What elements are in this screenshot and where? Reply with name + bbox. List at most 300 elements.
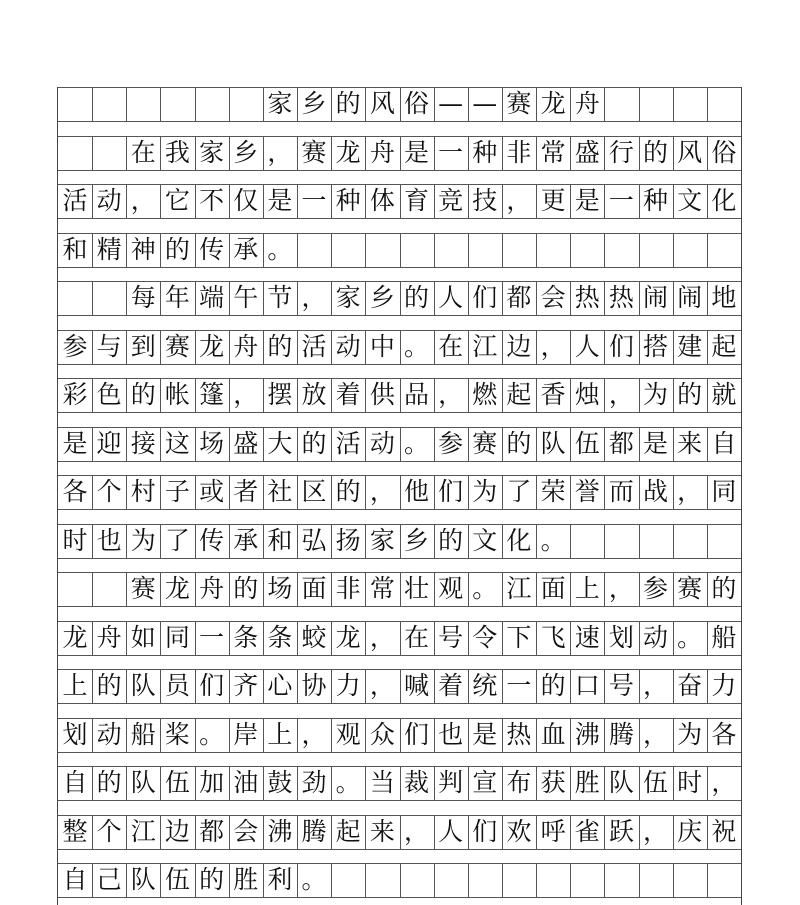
essay-char: 风 [677, 137, 703, 167]
essay-char: 令 [472, 622, 498, 652]
essay-char: 蛟 [301, 622, 327, 652]
essay-char: 船 [130, 719, 156, 749]
essay-char: 香 [540, 380, 566, 409]
essay-char: 的 [301, 428, 327, 458]
essay-char: 社 [267, 477, 293, 506]
essay-char: 的 [199, 865, 225, 894]
title-char: 俗 [403, 89, 429, 118]
grid-column-line [639, 87, 640, 121]
essay-char: 们 [438, 477, 464, 506]
essay-char: 桨 [164, 719, 190, 749]
title-char: 风 [369, 89, 395, 118]
essay-char: 放 [301, 380, 327, 409]
essay-char: ， [506, 186, 532, 215]
essay-char: 同 [164, 622, 190, 652]
essay-char: 龙 [62, 622, 88, 652]
essay-char: 的 [711, 574, 737, 603]
essay-char: 或 [199, 477, 225, 506]
essay-char: 胜 [574, 768, 600, 797]
essay-char: 接 [130, 428, 156, 458]
essay-char: 舟 [233, 331, 259, 361]
essay-char: 加 [199, 768, 225, 797]
grid-row-line [58, 655, 741, 656]
grid-column-line [92, 281, 93, 315]
essay-char: 我 [164, 137, 190, 167]
essay-char: 龙 [199, 331, 225, 361]
essay-char: 家 [369, 525, 395, 555]
essay-char: 大 [267, 428, 293, 458]
grid-column-line [673, 524, 674, 558]
essay-char: 种 [335, 186, 361, 215]
essay-char: 乡 [233, 137, 259, 167]
essay-char: 来 [677, 428, 703, 458]
grid-row-line [58, 461, 741, 462]
essay-char: 各 [711, 719, 737, 749]
essay-char: 人 [574, 331, 600, 361]
essay-char: 文 [472, 525, 498, 555]
essay-char: 各 [62, 477, 88, 506]
grid-column-line [673, 233, 674, 267]
grid-column-line [604, 233, 605, 267]
essay-char: 热 [506, 719, 532, 749]
essay-char: 在 [403, 622, 429, 652]
essay-char: 观 [438, 574, 464, 603]
essay-char: 队 [608, 768, 634, 797]
essay-char: 体 [369, 186, 395, 215]
essay-char: 乡 [403, 525, 429, 555]
essay-char: 。 [267, 234, 293, 264]
essay-char: 参 [62, 331, 88, 361]
essay-char: 们 [403, 719, 429, 749]
essay-char: 帐 [164, 380, 190, 409]
essay-char: 赛 [164, 331, 190, 361]
grid-row-line [58, 412, 741, 413]
essay-char: 划 [608, 622, 634, 652]
essay-char: 号 [438, 622, 464, 652]
essay-char: 边 [506, 331, 532, 361]
essay-char: 的 [233, 574, 259, 603]
essay-char: 这 [164, 428, 190, 458]
essay-char: 们 [199, 671, 225, 700]
essay-char: 的 [506, 428, 532, 458]
essay-char: 参 [438, 428, 464, 458]
essay-char: 号 [608, 671, 634, 700]
essay-char: 众 [369, 719, 395, 749]
essay-char: 呼 [540, 816, 566, 846]
essay-char: 龙 [335, 137, 361, 167]
essay-char: 。 [335, 768, 361, 797]
essay-char: 精 [96, 234, 122, 264]
essay-char: 的 [540, 671, 566, 700]
essay-char: 是 [403, 137, 429, 167]
essay-char: 人 [438, 816, 464, 846]
grid-column-line [707, 524, 708, 558]
essay-char: 的 [96, 768, 122, 797]
essay-char: 是 [62, 428, 88, 458]
essay-char: 和 [62, 234, 88, 264]
essay-char: 布 [506, 768, 532, 797]
essay-char: 荣 [540, 477, 566, 506]
essay-char: 飞 [540, 622, 566, 652]
essay-char: 战 [643, 477, 669, 506]
essay-char: 也 [96, 525, 122, 555]
essay-char: 的 [130, 380, 156, 409]
essay-char: 一 [301, 186, 327, 215]
grid-row-line [58, 703, 741, 704]
essay-char: 壮 [403, 574, 429, 603]
essay-char: 了 [164, 525, 190, 555]
essay-char: 乡 [369, 283, 395, 312]
essay-char: 如 [130, 622, 156, 652]
essay-char: 是 [267, 186, 293, 215]
grid-column-line [707, 87, 708, 121]
grid-column-line [229, 87, 230, 121]
essay-char: 都 [199, 816, 225, 846]
grid-row-line [58, 558, 741, 559]
grid-row-line [58, 897, 741, 898]
essay-char: 们 [472, 283, 498, 312]
essay-char: 喊 [403, 671, 429, 700]
title-char: 龙 [540, 89, 566, 118]
essay-char: ， [403, 816, 429, 846]
essay-char: 不 [199, 186, 225, 215]
essay-char: 化 [711, 186, 737, 215]
essay-char: 色 [96, 380, 122, 409]
grid-column-line [331, 233, 332, 267]
essay-char: 而 [608, 477, 634, 506]
grid-row-line [58, 170, 741, 171]
essay-char: 龙 [335, 622, 361, 652]
essay-char: 利 [267, 865, 293, 894]
essay-char: ， [643, 671, 669, 700]
essay-char: 赛 [130, 574, 156, 603]
essay-char: 来 [369, 816, 395, 846]
grid-column-line [570, 863, 571, 897]
essay-char: 一 [438, 137, 464, 167]
grid-column-line [639, 863, 640, 897]
essay-char: 与 [96, 331, 122, 361]
essay-char: 舟 [369, 137, 395, 167]
essay-char: 在 [438, 331, 464, 361]
essay-char: 宣 [472, 768, 498, 797]
essay-char: 判 [438, 768, 464, 797]
title-char: — [472, 89, 498, 118]
essay-char: 俗 [711, 137, 737, 167]
essay-char: 中 [369, 331, 395, 361]
grid-column-line [160, 87, 161, 121]
essay-char: 统 [472, 671, 498, 700]
essay-char: 胜 [233, 865, 259, 894]
essay-char: 的 [267, 331, 293, 361]
essay-char: 承 [233, 525, 259, 555]
essay-char: 沸 [267, 816, 293, 846]
essay-char: 江 [130, 816, 156, 846]
essay-char: 奋 [677, 671, 703, 700]
essay-char: 力 [335, 671, 361, 700]
essay-char: ， [438, 380, 464, 409]
grid-column-line [365, 233, 366, 267]
essay-char: 自 [62, 865, 88, 894]
essay-char: 承 [233, 234, 259, 264]
essay-char: 上 [267, 719, 293, 749]
essay-char: 庆 [677, 816, 703, 846]
essay-char: 动 [96, 719, 122, 749]
essay-char: 腾 [301, 816, 327, 846]
grid-row-line [58, 509, 741, 510]
essay-char: ， [233, 380, 259, 409]
title-char: — [438, 89, 464, 118]
essay-char: 协 [301, 671, 327, 700]
essay-char: 一 [506, 671, 532, 700]
essay-char: 的 [403, 283, 429, 312]
essay-char: 个 [96, 477, 122, 506]
essay-char: 。 [403, 428, 429, 458]
essay-char: 子 [164, 477, 190, 506]
essay-char: 搭 [643, 331, 669, 361]
essay-char: 面 [540, 574, 566, 603]
essay-char: 一 [608, 186, 634, 215]
essay-char: 闹 [677, 283, 703, 312]
essay-char: ， [369, 622, 395, 652]
essay-char: ， [643, 719, 669, 749]
title-char: 乡 [301, 89, 327, 118]
grid-row-line [58, 800, 741, 801]
essay-char: 时 [62, 525, 88, 555]
essay-char: 人 [438, 283, 464, 312]
essay-char: 舟 [96, 622, 122, 652]
essay-char: 血 [540, 719, 566, 749]
essay-char: 赛 [301, 137, 327, 167]
essay-char: 都 [506, 283, 532, 312]
essay-char: 的 [677, 380, 703, 409]
essay-char: 弘 [301, 525, 327, 555]
essay-char: 了 [506, 477, 532, 506]
essay-char: 面 [301, 574, 327, 603]
essay-char: 个 [96, 816, 122, 846]
essay-char: 热 [574, 283, 600, 312]
grid-column-line [707, 233, 708, 267]
grid-column-line [434, 233, 435, 267]
title-char: 舟 [574, 89, 600, 118]
essay-char: ， [608, 380, 634, 409]
essay-char: 扬 [335, 525, 361, 555]
essay-char: 龙 [164, 574, 190, 603]
essay-char: 供 [369, 380, 395, 409]
essay-char: 种 [472, 137, 498, 167]
essay-char: 端 [199, 283, 225, 312]
title-char: 家 [267, 89, 293, 118]
essay-char: 赛 [677, 574, 703, 603]
grid-row-line [58, 315, 741, 316]
grid-column-line [570, 233, 571, 267]
essay-char: 神 [130, 234, 156, 264]
essay-char: 心 [267, 671, 293, 700]
grid-row-line [58, 752, 741, 753]
essay-char: 地 [711, 283, 737, 312]
essay-char: 闹 [643, 283, 669, 312]
essay-char: 裁 [403, 768, 429, 797]
essay-char: ， [369, 477, 395, 506]
essay-char: 。 [540, 525, 566, 555]
grid-column-line [297, 233, 298, 267]
essay-char: 。 [403, 331, 429, 361]
essay-char: 在 [130, 137, 156, 167]
essay-char: 它 [164, 186, 190, 215]
essay-char: 品 [403, 380, 429, 409]
essay-char: 力 [711, 671, 737, 700]
essay-char: 的 [335, 477, 361, 506]
essay-char: 整 [62, 816, 88, 846]
grid-column-line [604, 863, 605, 897]
essay-char: 传 [199, 234, 225, 264]
grid-column-line [604, 87, 605, 121]
grid-column-line [639, 233, 640, 267]
grid-column-line [639, 524, 640, 558]
grid-column-line [92, 572, 93, 606]
essay-char: 竞 [438, 186, 464, 215]
essay-char: 活 [335, 428, 361, 458]
essay-char: 队 [130, 865, 156, 894]
essay-char: 也 [438, 719, 464, 749]
essay-char: 。 [301, 865, 327, 894]
essay-char: 就 [711, 380, 737, 409]
grid-column-line [570, 524, 571, 558]
essay-char: 获 [540, 768, 566, 797]
essay-char: 江 [506, 574, 532, 603]
grid-column-line [468, 233, 469, 267]
grid-column-line [434, 863, 435, 897]
essay-char: 为 [472, 477, 498, 506]
essay-char: 誉 [574, 477, 600, 506]
essay-char: 起 [711, 331, 737, 361]
grid-column-line [331, 863, 332, 897]
essay-char: 他 [403, 477, 429, 506]
essay-char: 彩 [62, 380, 88, 409]
essay-char: ， [301, 283, 327, 312]
essay-char: 口 [574, 671, 600, 700]
essay-char: 常 [369, 574, 395, 603]
essay-char: 上 [62, 671, 88, 700]
essay-char: 文 [677, 186, 703, 215]
grid-row-line [58, 121, 741, 122]
grid-column-line [502, 863, 503, 897]
essay-char: 速 [574, 622, 600, 652]
essay-char: 己 [96, 865, 122, 894]
essay-char: 一 [199, 622, 225, 652]
essay-char: 动 [96, 186, 122, 215]
grid-column-line [468, 863, 469, 897]
essay-char: ， [643, 816, 669, 846]
grid-row-line [58, 364, 741, 365]
essay-char: 沸 [574, 719, 600, 749]
essay-char: 同 [711, 477, 737, 506]
essay-char: 欢 [506, 816, 532, 846]
essay-char: 技 [472, 186, 498, 215]
grid-column-line [502, 233, 503, 267]
essay-char: 是 [643, 428, 669, 458]
essay-char: 时 [677, 768, 703, 797]
essay-char: 祝 [711, 816, 737, 846]
essay-char: 村 [130, 477, 156, 506]
essay-char: ， [540, 331, 566, 361]
essay-char: 节 [267, 283, 293, 312]
essay-char: 劲 [301, 768, 327, 797]
essay-char: 边 [164, 816, 190, 846]
essay-char: 自 [711, 428, 737, 458]
essay-char: 育 [403, 186, 429, 215]
essay-char: 员 [164, 671, 190, 700]
essay-char: 队 [130, 671, 156, 700]
essay-char: 条 [233, 622, 259, 652]
essay-char: 盛 [233, 428, 259, 458]
essay-char: 午 [233, 283, 259, 312]
essay-char: 的 [438, 525, 464, 555]
essay-char: 们 [608, 331, 634, 361]
essay-char: 建 [677, 331, 703, 361]
essay-char: 为 [643, 380, 669, 409]
essay-char: 鼓 [267, 768, 293, 797]
essay-char: 观 [335, 719, 361, 749]
grid-column-line [92, 87, 93, 121]
essay-char: 仅 [233, 186, 259, 215]
grid-column-line [707, 863, 708, 897]
essay-char: 和 [267, 525, 293, 555]
essay-char: 行 [608, 137, 634, 167]
essay-char: 下 [506, 622, 532, 652]
title-char: 的 [335, 89, 361, 118]
essay-char: 为 [677, 719, 703, 749]
essay-char: 条 [267, 622, 293, 652]
essay-char: 油 [233, 768, 259, 797]
essay-char: 区 [301, 477, 327, 506]
essay-char: 着 [438, 671, 464, 700]
grid-row-line [58, 606, 741, 607]
essay-char: 伍 [574, 428, 600, 458]
essay-char: 活 [301, 331, 327, 361]
essay-char: ， [301, 719, 327, 749]
essay-char: 是 [574, 186, 600, 215]
essay-char: 动 [643, 622, 669, 652]
essay-char: 岸 [233, 719, 259, 749]
essay-char: ， [267, 137, 293, 167]
essay-char: 迎 [96, 428, 122, 458]
essay-char: 是 [472, 719, 498, 749]
essay-char: 船 [711, 622, 737, 652]
essay-char: 每 [130, 283, 156, 312]
essay-char: 伍 [164, 865, 190, 894]
essay-char: 化 [506, 525, 532, 555]
grid-column-line [673, 863, 674, 897]
essay-char: 自 [62, 768, 88, 797]
essay-char: 更 [540, 186, 566, 215]
grid-sheet [57, 87, 742, 905]
essay-char: 。 [472, 574, 498, 603]
grid-column-line [673, 87, 674, 121]
essay-char: 动 [335, 331, 361, 361]
essay-char: 的 [643, 137, 669, 167]
essay-char: 篷 [199, 380, 225, 409]
essay-char: 腾 [608, 719, 634, 749]
essay-char: 队 [130, 768, 156, 797]
essay-char: 舟 [199, 574, 225, 603]
grid-row-line [58, 267, 741, 268]
essay-char: 场 [199, 428, 225, 458]
grid-column-line [400, 863, 401, 897]
essay-char: 烛 [574, 380, 600, 409]
essay-char: 跃 [608, 816, 634, 846]
essay-char: 。 [677, 622, 703, 652]
essay-char: 们 [472, 816, 498, 846]
